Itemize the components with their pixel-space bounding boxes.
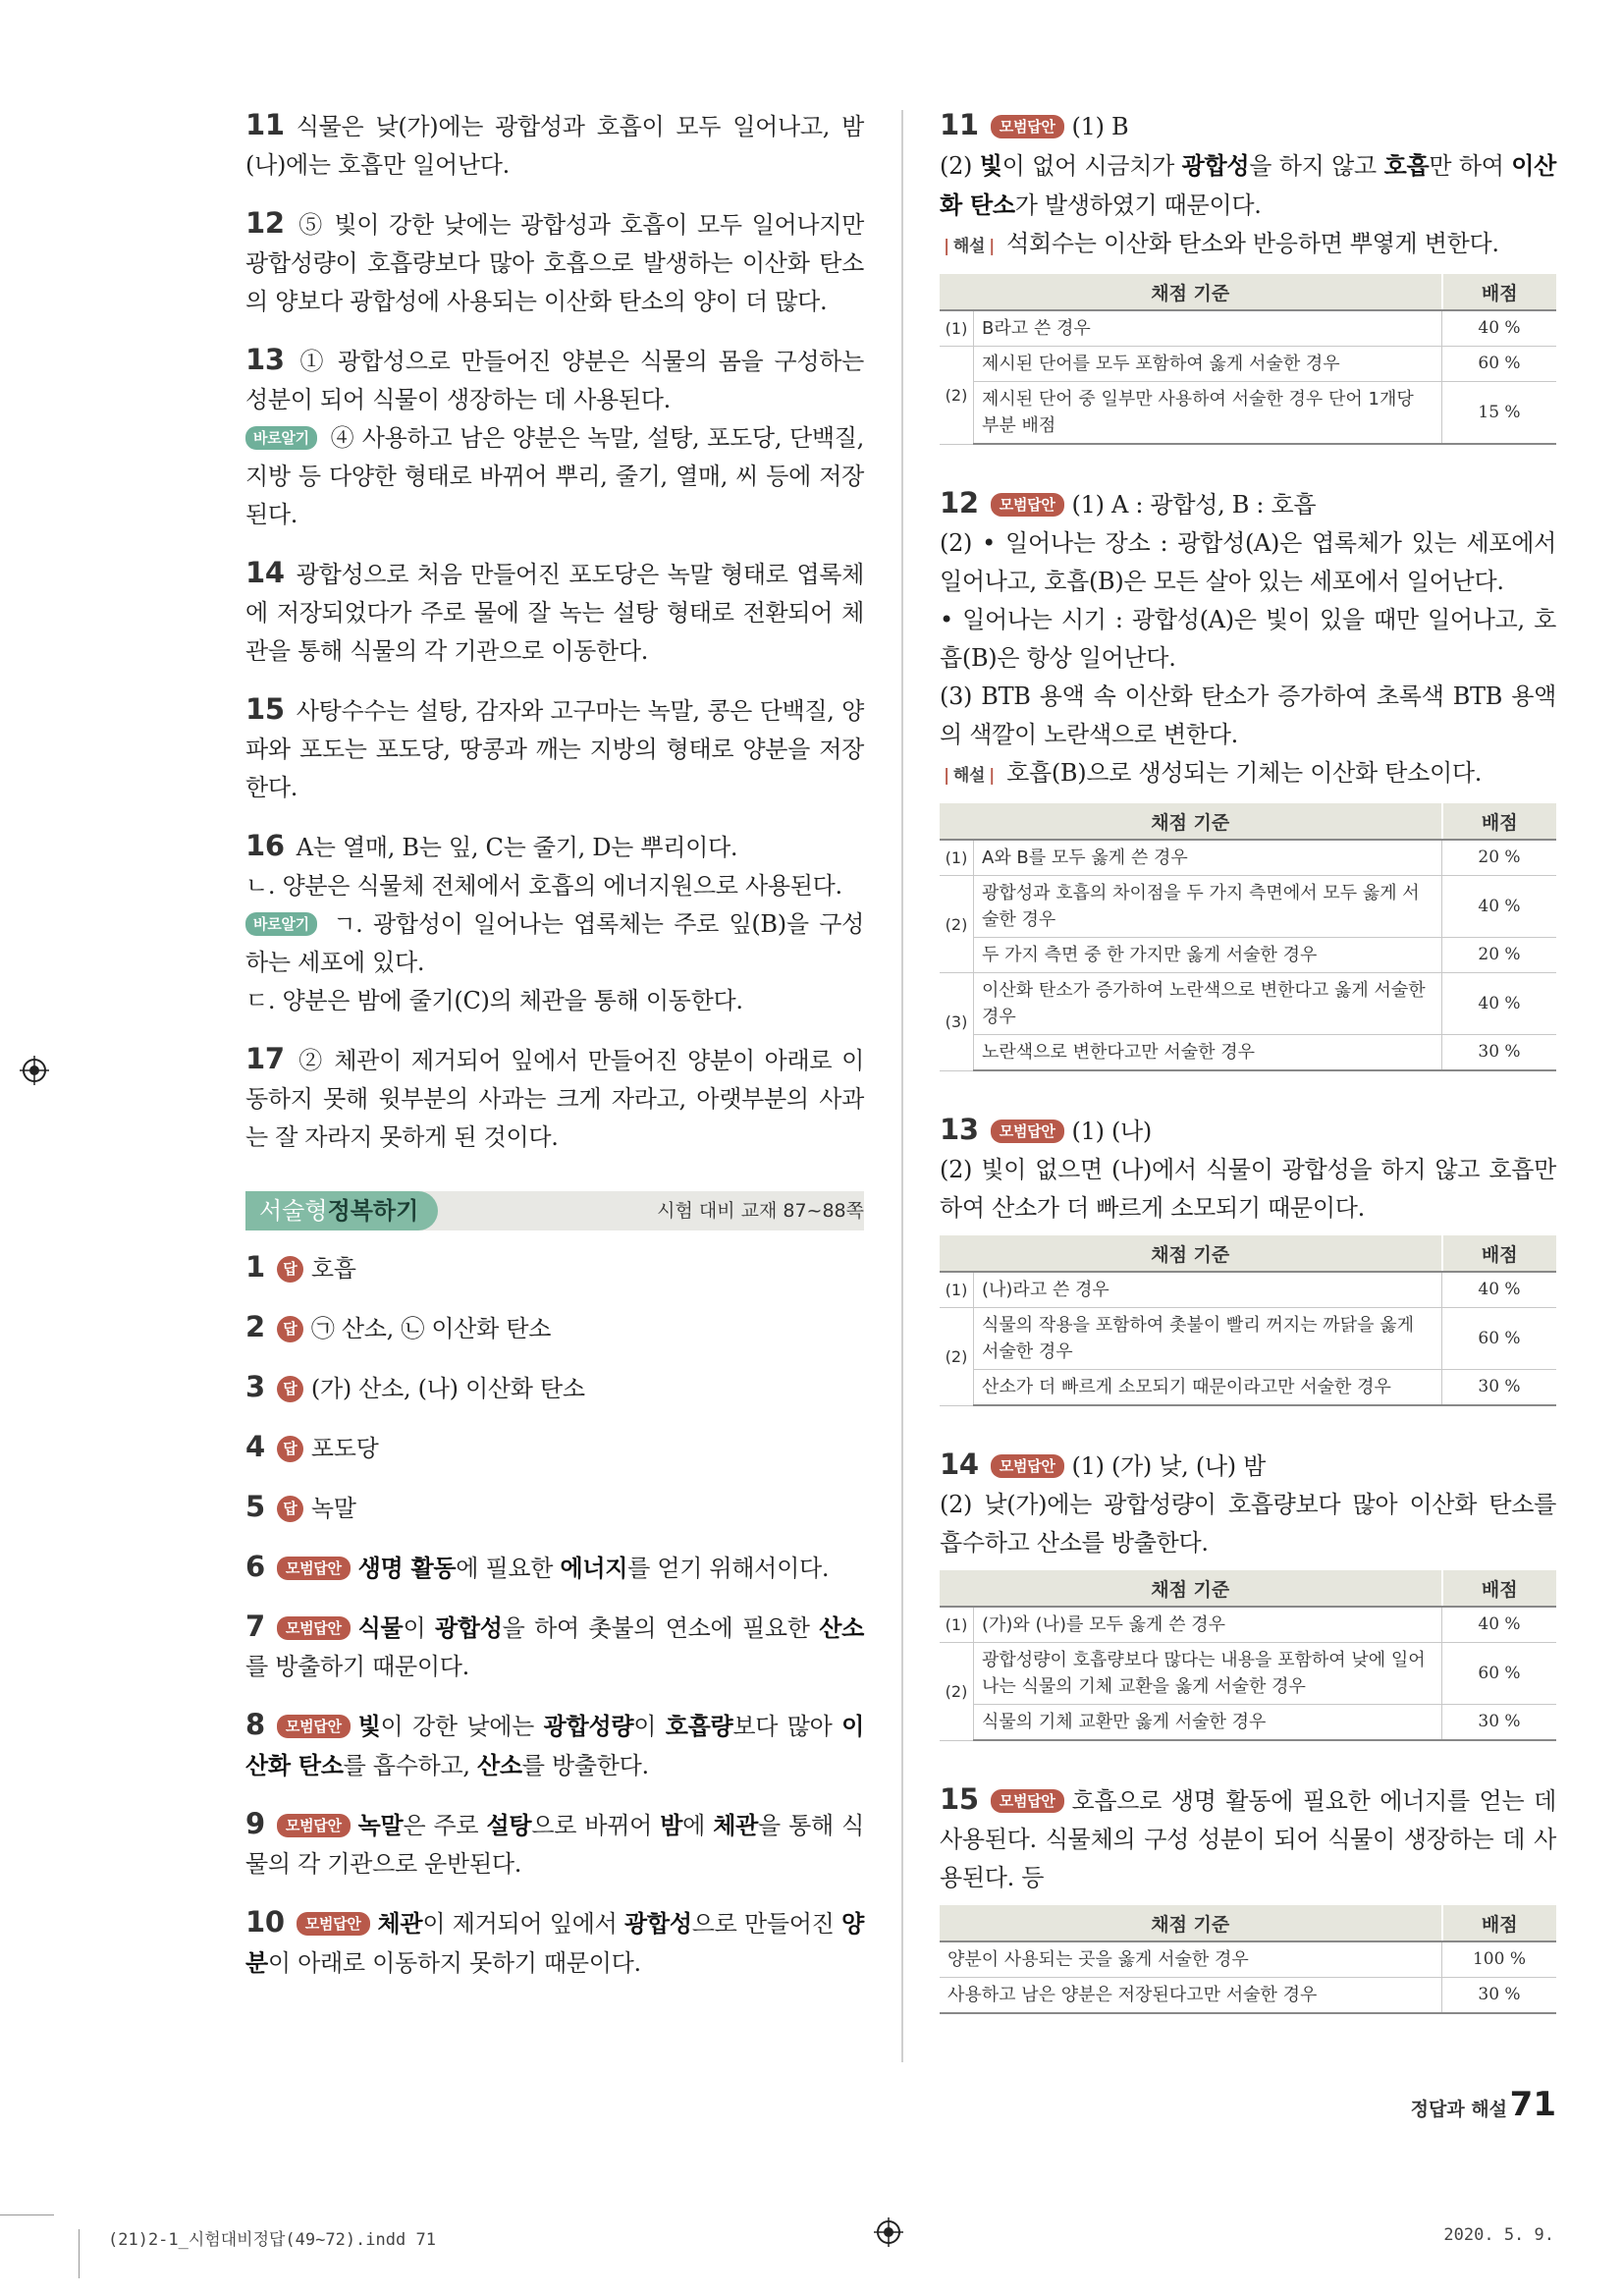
- table-row: [940, 1035, 1556, 1071]
- explanation-item: [245, 1040, 864, 1157]
- criteria-cell: 두 가지 측면 중 한 가지만 옳게 서술한 경우: [974, 938, 1442, 973]
- score-cell: 40 %: [1442, 310, 1557, 347]
- explanation-item: [245, 341, 864, 534]
- table-header-criteria: 채점 기준: [940, 1570, 1442, 1607]
- explanation-item: [245, 204, 864, 321]
- criteria-cell: B라고 쓴 경우: [974, 310, 1442, 347]
- keyword: 설탕: [486, 1811, 532, 1839]
- text: ㄱ. 광합성이 일어나는 엽록체는 주로 잎(B)을 구성하는 세포에 있다.: [245, 910, 864, 976]
- table-row: [940, 1272, 1556, 1308]
- explanation-text: 호흡(B)으로 생성되는 기체는 이산화 탄소이다.: [1006, 759, 1483, 787]
- print-date: 2020. 5. 9.: [1443, 2225, 1554, 2245]
- model-answer-badge: 모범답안: [277, 1616, 351, 1640]
- score-cell: 40 %: [1442, 1607, 1557, 1643]
- score-cell: 30 %: [1442, 1035, 1557, 1071]
- short-answer-item: [245, 1308, 864, 1348]
- criteria-cell: 양분이 사용되는 곳을 옳게 서술한 경우: [940, 1941, 1442, 1978]
- criteria-cell: (가)와 (나)를 모두 옳게 쓴 경우: [974, 1607, 1442, 1643]
- row-number: (2): [940, 1308, 974, 1406]
- text: ⑤ 빛이 강한 낮에는 광합성과 호흡이 모두 일어나지만 광합성량이 호흡량보다 많아 호흡으로 발생하는 이산화 탄소의 양보다 광합성에 사용되는 이산화 탄소의 양이 더 많다.: [245, 211, 864, 315]
- text: • 일어나는 시기 : 광합성(A)은 빛이 있을 때만 일어나고, 호흡(B)은 항상 일어난다.: [940, 606, 1556, 672]
- item-number: 1: [245, 1250, 265, 1284]
- table-row: [940, 1643, 1556, 1705]
- criteria-cell: (나)라고 쓴 경우: [974, 1272, 1442, 1308]
- item-number: 7: [245, 1610, 265, 1643]
- table-header-score: 배점: [1442, 803, 1557, 840]
- item-number: 17: [245, 1042, 285, 1075]
- model-answer-item: [940, 1446, 1556, 1562]
- wrong-answer-tag: 바로알기: [245, 426, 317, 450]
- row-number: (1): [940, 310, 974, 347]
- model-answer-badge: 모범답안: [277, 1557, 351, 1580]
- table-header-criteria: 채점 기준: [940, 274, 1442, 310]
- score-cell: 40 %: [1442, 876, 1557, 938]
- short-answer-item: [245, 1805, 864, 1884]
- row-number: (1): [940, 1272, 974, 1308]
- model-answer-item: [940, 1780, 1556, 1897]
- table-row: [940, 938, 1556, 973]
- scoring-table: [940, 1235, 1556, 1406]
- text: 사탕수수는 설탕, 감자와 고구마는 녹말, 콩은 단백질, 양파와 포도는 포도당, 땅콩과 깨는 지방의 형태로 양분을 저장한다.: [245, 697, 864, 801]
- item-number: 13: [940, 1113, 979, 1146]
- answer-badge: 답: [277, 1496, 303, 1522]
- text: 가 발생하였기 때문이다.: [1014, 191, 1262, 219]
- criteria-cell: 제시된 단어를 모두 포함하여 옳게 서술한 경우: [974, 347, 1442, 382]
- model-answer-badge: 모범답안: [277, 1814, 351, 1837]
- text: (1) (나): [1071, 1118, 1152, 1145]
- keyword: 광합성: [1181, 151, 1250, 180]
- keyword: 이산화 탄소: [940, 151, 1556, 219]
- keyword: 빛: [357, 1712, 381, 1740]
- scoring-table: [940, 274, 1556, 445]
- registration-mark-icon: [20, 1056, 49, 1085]
- short-answer-item: [245, 1488, 864, 1528]
- text: 보다 많아: [732, 1713, 842, 1740]
- label-text: 해설: [952, 766, 986, 786]
- text: (2) 낮(가)에는 광합성량이 호흡량보다 많아 이산화 탄소를 흡수하고 산소를 방출한다.: [940, 1491, 1556, 1557]
- print-file-info: (21)2-1_시험대비정답(49~72).indd 71: [108, 2230, 436, 2250]
- keyword: 산소: [477, 1751, 522, 1779]
- criteria-cell: 노란색으로 변한다고만 서술한 경우: [974, 1035, 1442, 1071]
- score-cell: 40 %: [1442, 1272, 1557, 1308]
- model-answer-item: [940, 484, 1556, 795]
- table-row: [940, 1941, 1556, 1978]
- text: ㉠ 산소, ㉡ 이산화 탄소: [310, 1315, 552, 1342]
- explanation-label: [940, 237, 999, 256]
- model-answer-badge: 모범답안: [991, 1789, 1064, 1813]
- item-number: 15: [940, 1782, 979, 1816]
- text: 만 하여: [1429, 152, 1512, 180]
- text: 광합성으로 처음 만들어진 포도당은 녹말 형태로 엽록체에 저장되었다가 주로 물에 잘 녹는 설탕 형태로 전환되어 체관을 통해 식물의 각 기관으로 이동한다.: [245, 561, 864, 665]
- item-number: 14: [940, 1448, 979, 1481]
- text: 에: [682, 1812, 714, 1839]
- table-header-criteria: 채점 기준: [940, 1235, 1442, 1272]
- model-answer-badge: 모범답안: [991, 1120, 1064, 1143]
- table-row: [940, 1308, 1556, 1370]
- score-cell: 15 %: [1442, 382, 1557, 445]
- label-bar: |: [989, 766, 996, 786]
- criteria-cell: 광합성과 호흡의 차이점을 두 가지 측면에서 모두 옳게 서술한 경우: [974, 876, 1442, 938]
- text: 를 얻기 위해서이다.: [627, 1555, 830, 1582]
- left-column: [245, 106, 864, 2002]
- text: ② 체관이 제거되어 잎에서 만들어진 양분이 아래로 이동하지 못해 윗부분의 사과는 크게 자라고, 아랫부분의 사과는 잘 자라지 못하게 된 것이다.: [245, 1047, 864, 1151]
- answer-badge: 답: [277, 1316, 303, 1342]
- score-cell: 20 %: [1442, 840, 1557, 876]
- right-column: [940, 106, 1556, 2053]
- table-row: [940, 347, 1556, 382]
- criteria-cell: 이산화 탄소가 증가하여 노란색으로 변한다고 옳게 서술한 경우: [974, 973, 1442, 1035]
- keyword: 양분: [245, 1909, 864, 1977]
- label-bar: |: [944, 237, 949, 256]
- text: ㄴ. 양분은 식물체 전체에서 호흡의 에너지원으로 사용된다.: [245, 872, 842, 900]
- short-answer-item: [245, 1368, 864, 1408]
- text: 호흡으로 생명 활동에 필요한 에너지를 얻는 데 사용된다. 식물체의 구성 성분이 되어 식물이 생장하는 데 사용된다. 등: [940, 1787, 1556, 1891]
- item-number: 13: [245, 343, 285, 376]
- text: ① 광합성으로 만들어진 양분은 식물의 몸을 구성하는 성분이 되어 식물이 생장하는 데 사용된다.: [245, 348, 864, 413]
- criteria-cell: 산소가 더 빠르게 소모되기 때문이라고만 서술한 경우: [974, 1370, 1442, 1406]
- text: 를 방출한다.: [521, 1752, 649, 1779]
- text: 이: [633, 1713, 666, 1740]
- criteria-cell: 식물의 기체 교환만 옳게 서술한 경우: [974, 1705, 1442, 1741]
- score-cell: 40 %: [1442, 973, 1557, 1035]
- registration-mark-icon: [874, 2217, 903, 2247]
- model-answer-badge: 모범답안: [277, 1715, 351, 1738]
- item-number: 9: [245, 1807, 265, 1840]
- short-answer-item: [245, 1248, 864, 1288]
- keyword: 밤: [660, 1811, 683, 1839]
- explanation-item: [245, 106, 864, 185]
- score-cell: 20 %: [1442, 938, 1557, 973]
- text: 이 없어 시금치가: [1001, 152, 1182, 180]
- criteria-cell: 식물의 작용을 포함하여 촛불이 빨리 꺼지는 까닭을 옳게 서술한 경우: [974, 1308, 1442, 1370]
- text: 포도당: [310, 1435, 379, 1462]
- score-cell: 30 %: [1442, 1705, 1557, 1741]
- explanation-text: 석회수는 이산화 탄소와 반응하면 뿌옇게 변한다.: [1006, 230, 1499, 257]
- item-number: 8: [245, 1708, 265, 1741]
- criteria-cell: 사용하고 남은 양분은 저장된다고만 서술한 경우: [940, 1978, 1442, 2014]
- table-row: [940, 382, 1556, 445]
- keyword: 식물: [357, 1613, 404, 1642]
- model-answer-item: [940, 106, 1556, 266]
- text: 은 주로: [403, 1812, 487, 1839]
- text: ㄷ. 양분은 밤에 줄기(C)의 체관을 통해 이동한다.: [245, 987, 743, 1014]
- column-divider: [901, 110, 903, 2062]
- keyword: 체관: [713, 1811, 759, 1839]
- text: (1) A : 광합성, B : 호흡: [1071, 491, 1317, 519]
- table-header-criteria: 채점 기준: [940, 1905, 1442, 1941]
- table-header-score: 배점: [1442, 274, 1557, 310]
- model-answer-item: [940, 1111, 1556, 1228]
- table-row: [940, 876, 1556, 938]
- model-answer-badge: 모범답안: [297, 1912, 370, 1936]
- keyword: 체관: [377, 1909, 423, 1938]
- section-title: 서술형정복하기: [245, 1191, 438, 1230]
- text: (가) 산소, (나) 이산화 탄소: [310, 1375, 585, 1402]
- score-cell: 60 %: [1442, 347, 1557, 382]
- table-row: [940, 973, 1556, 1035]
- item-number: 5: [245, 1490, 265, 1523]
- model-answer-badge: 모범답안: [991, 115, 1064, 138]
- text: 이: [403, 1614, 435, 1642]
- table-row: [940, 1705, 1556, 1741]
- table-header-score: 배점: [1442, 1235, 1557, 1272]
- text: 이 아래로 이동하지 못하기 때문이다.: [267, 1949, 641, 1977]
- text: 를 방출하기 때문이다.: [245, 1653, 469, 1680]
- short-answer-item: [245, 1428, 864, 1468]
- table-row: [940, 1370, 1556, 1406]
- explanation-item: [245, 554, 864, 671]
- keyword: 광합성: [624, 1909, 692, 1938]
- short-answer-item: [245, 1706, 864, 1785]
- model-answer-badge: 모범답안: [991, 1454, 1064, 1478]
- text: (2) • 일어나는 장소 : 광합성(A)은 엽록체가 있는 세포에서 일어나고, 호흡(B)은 모든 살아 있는 세포에서 일어난다.: [940, 529, 1556, 595]
- text: ④ 사용하고 남은 양분은 녹말, 설탕, 포도당, 단백질, 지방 등 다양한 형태로 바뀌어 뿌리, 줄기, 열매, 씨 등에 저장된다.: [245, 424, 864, 528]
- short-answer-list: [245, 1248, 864, 1983]
- label-bar: |: [944, 766, 949, 786]
- item-number: 12: [245, 206, 285, 240]
- row-number: (1): [940, 1607, 974, 1643]
- keyword: 광합성: [434, 1613, 503, 1642]
- text: (1) B: [1071, 113, 1129, 140]
- scoring-table: [940, 1905, 1556, 2014]
- scoring-table: [940, 1570, 1556, 1741]
- text: 이 강한 낮에는: [380, 1713, 544, 1740]
- keyword: 광합성량: [543, 1712, 634, 1740]
- text: 을 하여 촛불의 연소에 필요한: [502, 1614, 820, 1642]
- score-cell: 60 %: [1442, 1308, 1557, 1370]
- keyword: 빛: [979, 151, 1002, 180]
- item-number: 2: [245, 1310, 265, 1343]
- text: 이 제거되어 잎에서: [422, 1910, 625, 1938]
- text: 으로 바뀌어: [531, 1812, 661, 1839]
- keyword: 녹말: [357, 1811, 404, 1839]
- answer-badge: 답: [277, 1376, 303, 1402]
- keyword: 생명 활동: [357, 1554, 457, 1582]
- table-row: [940, 1607, 1556, 1643]
- page-number: 71: [1509, 2085, 1556, 2124]
- text: (3) BTB 용액 속 이산화 탄소가 증가하여 초록색 BTB 용액의 색깔이 노란색으로 변한다.: [940, 683, 1556, 748]
- row-number: (2): [940, 876, 974, 973]
- text: 을 통해 식물의 각 기관으로 운반된다.: [245, 1812, 865, 1878]
- item-number: 11: [245, 108, 285, 141]
- row-number: (2): [940, 347, 974, 445]
- text: (1) (가) 낮, (나) 밤: [1071, 1452, 1267, 1480]
- item-number: 10: [245, 1905, 285, 1939]
- item-number: 16: [245, 829, 285, 862]
- keyword: 에너지: [560, 1554, 628, 1582]
- short-answer-item: [245, 1608, 864, 1686]
- section-header: [245, 1191, 864, 1230]
- item-number: 12: [940, 486, 979, 519]
- text: (2) 빛이 없으면 (나)에서 식물이 광합성을 하지 않고 호흡만 하여 산소가 더 빠르게 소모되기 때문이다.: [940, 1156, 1556, 1222]
- item-number: 15: [245, 692, 285, 726]
- text: 를 흡수하고,: [343, 1752, 478, 1779]
- table-row: [940, 310, 1556, 347]
- label-bar: |: [989, 237, 996, 256]
- item-number: 4: [245, 1430, 265, 1463]
- score-cell: 60 %: [1442, 1643, 1557, 1705]
- scoring-table: [940, 803, 1556, 1071]
- score-cell: 30 %: [1442, 1978, 1557, 2014]
- text: 호흡: [310, 1255, 356, 1283]
- text: 식물은 낮(가)에는 광합성과 호흡이 모두 일어나고, 밤(나)에는 호흡만 일어난다.: [245, 113, 864, 179]
- wrong-answer-tag: 바로알기: [245, 912, 317, 936]
- row-number: (2): [940, 1643, 974, 1741]
- text: 녹말: [310, 1495, 356, 1522]
- label-text: 해설: [952, 237, 986, 256]
- table-header-criteria: 채점 기준: [940, 803, 1442, 840]
- text: 에 필요한: [456, 1555, 561, 1582]
- keyword: 호흡: [1383, 151, 1430, 180]
- table-row: [940, 840, 1556, 876]
- table-header-score: 배점: [1442, 1905, 1557, 1941]
- item-number: 14: [245, 556, 285, 589]
- item-number: 3: [245, 1370, 265, 1403]
- row-number: (1): [940, 840, 974, 876]
- model-answer-badge: 모범답안: [991, 493, 1064, 517]
- model-answer-list: [940, 106, 1556, 2014]
- explanation-item: [245, 827, 864, 1020]
- explanation-item: [245, 690, 864, 807]
- table-header-score: 배점: [1442, 1570, 1557, 1607]
- item-number: 6: [245, 1550, 265, 1583]
- item-number: 11: [940, 108, 979, 141]
- table-row: [940, 1978, 1556, 2014]
- text: 으로 만들어진: [691, 1910, 842, 1938]
- section-reference: 시험 대비 교재 87~88쪽: [657, 1200, 864, 1222]
- answer-badge: 답: [277, 1256, 303, 1283]
- keyword: 호흡량: [665, 1712, 733, 1740]
- text: A는 열매, B는 잎, C는 줄기, D는 뿌리이다.: [296, 834, 738, 861]
- crop-mark: [0, 2214, 54, 2215]
- criteria-cell: A와 B를 모두 옳게 쓴 경우: [974, 840, 1442, 876]
- row-number: (3): [940, 973, 974, 1071]
- answer-badge: 답: [277, 1436, 303, 1462]
- criteria-cell: 광합성량이 호흡량보다 많다는 내용을 포함하여 낮에 일어나는 식물의 기체 교환을 옳게 서술한 경우: [974, 1643, 1442, 1705]
- text: (2): [940, 152, 980, 180]
- short-answer-item: [245, 1903, 864, 1983]
- keyword: 산소: [819, 1613, 864, 1642]
- short-answer-item: [245, 1548, 864, 1588]
- explanation-label: [940, 766, 999, 786]
- score-cell: 100 %: [1442, 1941, 1557, 1978]
- keyword: 이산화 탄소: [245, 1712, 865, 1779]
- explanation-list: [245, 106, 864, 1157]
- crop-mark: [79, 2229, 80, 2278]
- score-cell: 30 %: [1442, 1370, 1557, 1406]
- footer-label: 정답과 해설: [1410, 2099, 1507, 2120]
- text: 을 하지 않고: [1249, 152, 1384, 180]
- criteria-cell: 제시된 단어 중 일부만 사용하여 서술한 경우 단어 1개당 부분 배점: [974, 382, 1442, 445]
